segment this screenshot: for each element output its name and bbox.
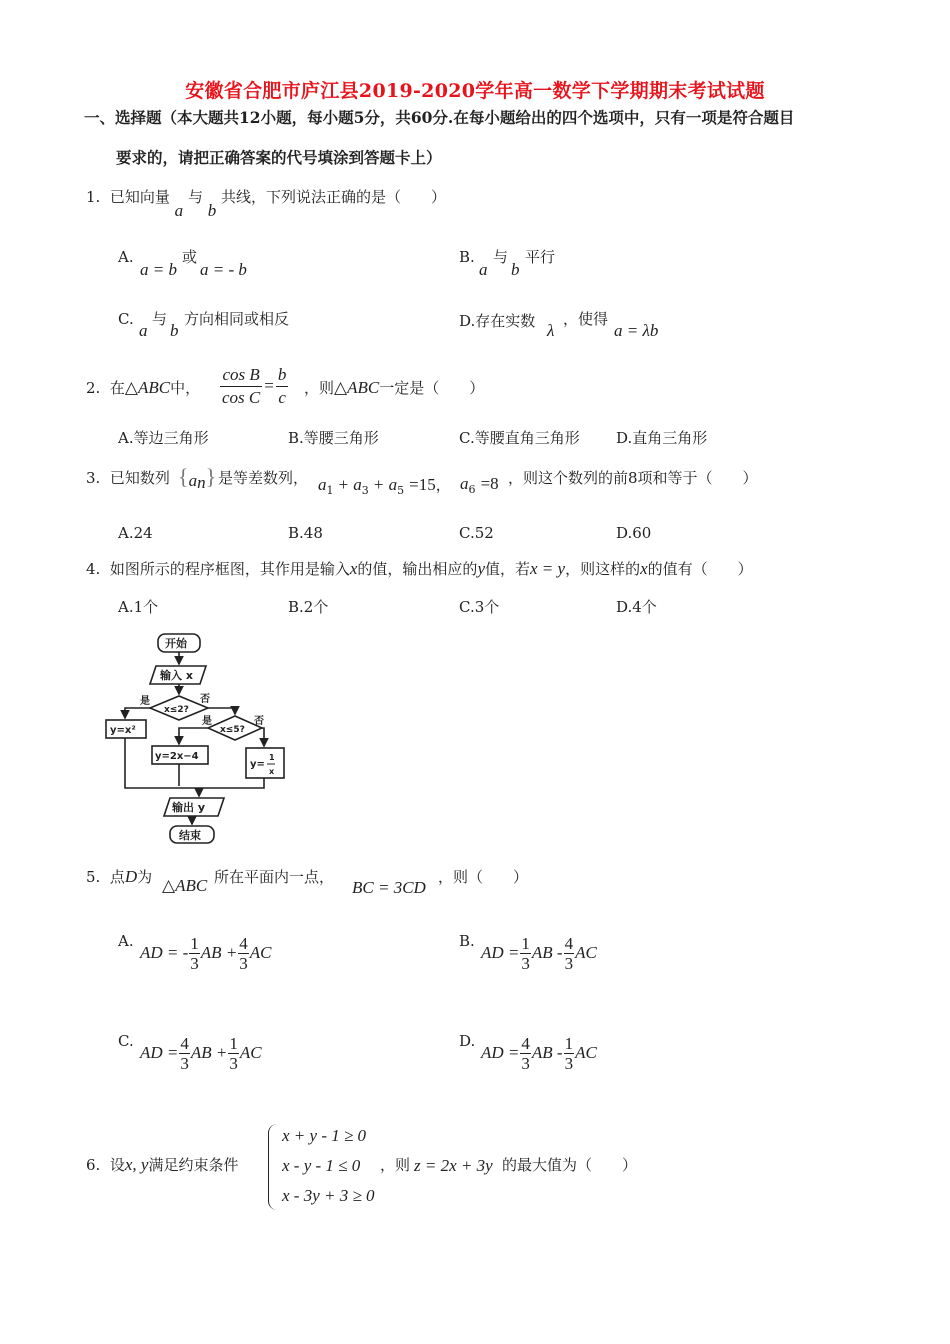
q1-b-a: a (479, 260, 488, 279)
q3-option-d[interactable]: D.60 (616, 524, 652, 542)
q5-option-d-label[interactable]: D. (459, 1032, 476, 1050)
flow-yes1: 是 (140, 696, 150, 707)
question-5: 5. 点D为 (86, 867, 153, 886)
q1-d-text: ，使得 (563, 310, 609, 328)
q3-sum-condition: $a_1 + a_3 + a_5 =15$， (318, 475, 451, 498)
q6-objective: z = 2x + 3y (414, 1156, 493, 1175)
q4-option-b[interactable]: B.2个 (288, 598, 329, 616)
q4-option-a[interactable]: A.1个 (118, 598, 159, 616)
q5-option-b[interactable]: AD = $\frac{1}{3}$ AB - $\frac{4}{3}$ AC (481, 934, 597, 973)
q1-option-a[interactable]: A. (118, 248, 134, 266)
flow-box1-label: y=x² (110, 725, 136, 736)
flow-input-label: 输入 x (160, 669, 193, 682)
q3-a6-condition: $a_6 =8$ (460, 474, 499, 497)
page-title: 安徽省合肥市庐江县2019-2020学年高一数学下学期期末考试试题 (185, 80, 765, 102)
question-1: 1. 已知向量 a 与 b 共线，下列说法正确的是（ ） (86, 188, 447, 220)
q3-sequence: $\{a_n\}$ (178, 464, 217, 493)
flow-no2: 否 (254, 716, 264, 727)
q5-option-c-label[interactable]: C. (118, 1032, 134, 1050)
flow-cond2-label: x≤5? (220, 725, 245, 735)
q2-option-d[interactable]: D.直角三角形 (616, 429, 708, 447)
q1-option-a-math1: a = b (140, 260, 177, 279)
q3-option-c[interactable]: C.52 (459, 524, 494, 542)
section-heading-cont: 要求的，请把正确答案的代号填涂到答题卡上） (116, 148, 442, 167)
q1-option-a-math2: a = - b (200, 260, 247, 279)
q1-option-d[interactable]: D.存在实数 (459, 312, 536, 330)
q1-b-with: 与 (493, 248, 509, 266)
q1-b-b: b (511, 260, 520, 279)
q5-text3: 所在平面内一点， (214, 868, 335, 886)
q3-option-a[interactable]: A.24 (118, 524, 153, 542)
q2-option-c[interactable]: C.等腰直角三角形 (459, 429, 580, 447)
q5-triangle: △ABC (162, 876, 208, 895)
flow-cond1-label: x≤2? (164, 705, 189, 715)
question-4: 4. 如图所示的程序框图，其作用是输入x的值，输出相应的y值，若x = y，则这样的x的值有（ ） (86, 559, 753, 578)
q3-tail: ，则这个数列的前8项和等于（ ） (508, 469, 758, 487)
q5-option-b-label[interactable]: B. (459, 932, 475, 950)
q3-text2: 是等差数列， (218, 469, 309, 487)
q1-option-b[interactable]: B. (459, 248, 475, 266)
q1-c-b: b (170, 321, 179, 340)
q1-b-text: 平行 (525, 248, 556, 266)
q6-tail: 的最大值为（ ） (502, 1156, 638, 1174)
section-heading: 一、选择题（本大题共12小题，每小题5分，共60分.在每小题给出的四个选项中，只有一项是符合题目 (84, 108, 795, 127)
flow-no1: 否 (200, 694, 210, 705)
q1-option-c[interactable]: C. (118, 310, 134, 328)
q1-d-lambda: λ (547, 321, 555, 340)
flow-output-label: 输出 y (172, 801, 205, 814)
q1-c-text: 方向相同或相反 (184, 310, 290, 328)
q1-c-a: a (139, 321, 148, 340)
flow-box3-num: 1 (269, 753, 275, 762)
flow-yes2: 是 (202, 716, 212, 727)
q3-option-b[interactable]: B.48 (288, 524, 323, 542)
q5-option-c[interactable]: AD = $\frac{4}{3}$ AB + $\frac{1}{3}$ AC (140, 1034, 262, 1073)
flow-box3-label: y= (250, 759, 265, 770)
constraint-3: x - 3y + 3 ≥ 0 (282, 1186, 375, 1205)
flow-box3-den: x (269, 767, 275, 776)
q1-d-math: a = λb (614, 321, 659, 340)
question-3: 3. 已知数列 (86, 469, 170, 487)
flow-box2-label: y=2x−4 (155, 751, 199, 762)
q5-option-a-label[interactable]: A. (118, 932, 134, 950)
q4-option-c[interactable]: C.3个 (459, 598, 500, 616)
q5-tail: ，则（ ） (438, 868, 529, 886)
constraint-1: x + y - 1 ≥ 0 (282, 1126, 367, 1145)
constraint-2: x - y - 1 ≤ 0 (282, 1156, 361, 1175)
q5-option-a[interactable]: AD = - $\frac{1}{3}$ AB + $\frac{4}{3}$ AC (140, 934, 272, 973)
constraint-brace (268, 1124, 277, 1210)
q5-condition: BC = 3CD (352, 878, 426, 897)
q1-option-a-or: 或 (182, 248, 198, 266)
q6-text3: ，则 (380, 1156, 411, 1174)
q1-c-with: 与 (152, 310, 168, 328)
q2-tail: ，则△ABC一定是（ ） (304, 378, 485, 397)
question-2: 2. 在△ABC中， (86, 378, 201, 397)
flow-start-label: 开始 (165, 637, 187, 650)
flow-end-label: 结束 (179, 829, 201, 842)
q2-formula: $\frac{\text{cos B}}{\text{cos C}}$ = $\frac{b}{c}$ (222, 365, 287, 407)
program-flowchart (100, 628, 290, 844)
q5-option-d[interactable]: AD = $\frac{4}{3}$ AB - $\frac{1}{3}$ AC (481, 1034, 597, 1073)
q4-option-d[interactable]: D.4个 (616, 598, 657, 616)
q2-option-b[interactable]: B.等腰三角形 (288, 429, 379, 447)
question-6: 6. 设x, y满足约束条件 (86, 1155, 239, 1174)
q2-option-a[interactable]: A.等边三角形 (118, 429, 209, 447)
